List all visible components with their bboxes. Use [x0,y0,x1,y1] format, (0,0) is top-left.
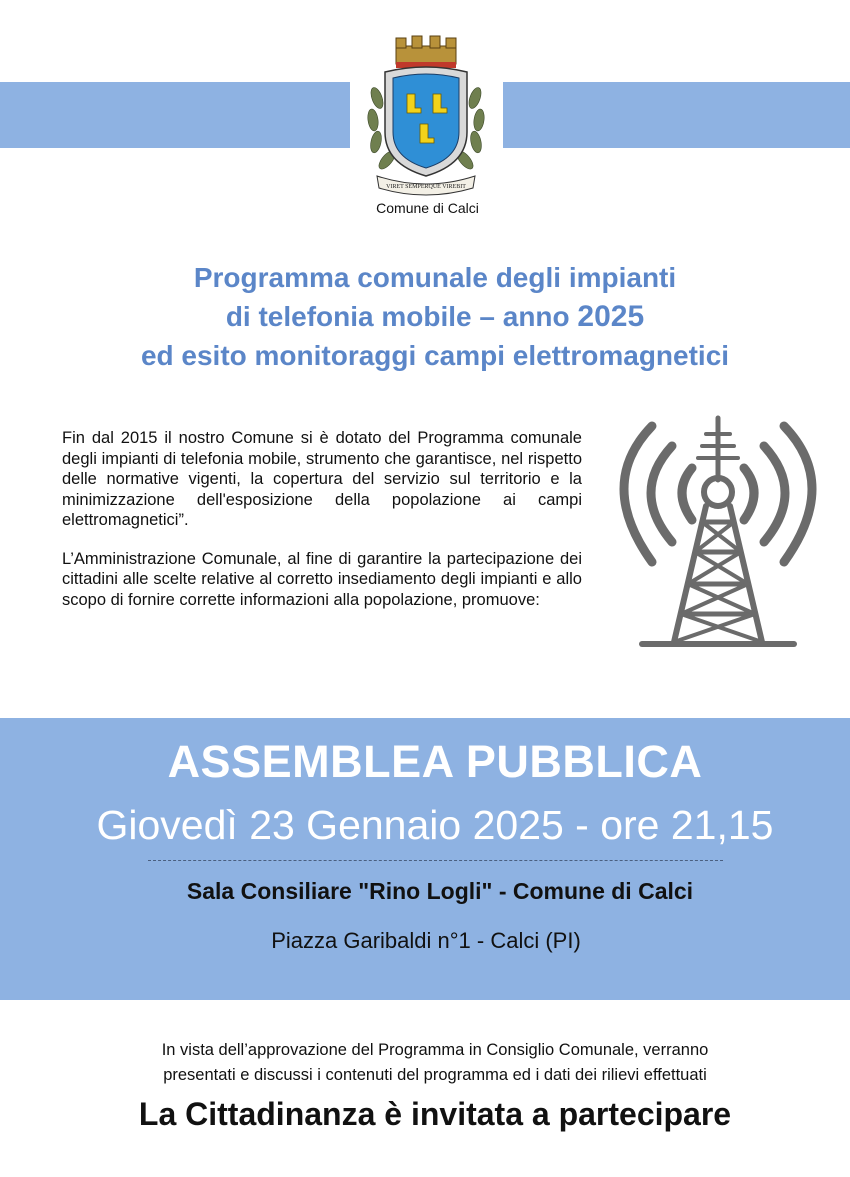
event-address: Piazza Garibaldi n°1 - Calci (PI) [271,928,581,953]
cell-tower-icon [602,412,834,652]
page-title [0,258,850,375]
header-band-right [503,82,850,148]
invitation-text: La Cittadinanza è invitata a partecipare [138,1096,732,1132]
title-line-2-prefix: di telefonia mobile – anno [225,301,578,332]
crest-motto: VIRET SEMPERQUE VIREBIT [386,184,466,190]
header-band-left [0,82,350,148]
municipal-crest-icon [363,28,489,198]
municipality-name: Comune di Calci [376,200,479,216]
footer-note-line-1: In vista dell’approvazione del Programma in Consiglio Comunale, verranno [161,1041,709,1059]
title-year: 2025 [577,300,645,333]
title-line-2 [0,297,850,336]
event-date: Giovedì 23 Gennaio 2025 - ore 21,15 [96,802,774,848]
intro-text [62,428,582,628]
footer-note-line-2: presentati e discussi i contenuti del programma ed i dati dei rilievi effettuati [163,1066,707,1084]
title-line-1: Programma comunale degli impianti [193,262,677,293]
event-divider [148,860,723,861]
title-line-3: ed esito monitoraggi campi elettromagnetici [140,340,730,371]
intro-paragraph-2: L’Amministrazione Comunale, al fine di garantire la partecipazione dei cittadini alle scelte relative al corretto insediamento degli impianti e allo scopo di fornire corrette informazioni alla popolazione, promuove: [62,549,582,609]
event-title: ASSEMBLEA PUBBLICA [167,736,703,787]
footer-note [0,1038,850,1088]
intro-paragraph-1: Fin dal 2015 il nostro Comune si è dotato del Programma comunale degli impianti di telefonia mobile, strumento che garantisce, nel rispetto delle normative vigenti, la copertura del servizio sul territorio e la minimizzazione dell'esposizione della popolazione ai campi elettromagnetici”. [62,429,582,529]
event-venue: Sala Consiliare "Rino Logli" - Comune di Calci [186,878,694,904]
